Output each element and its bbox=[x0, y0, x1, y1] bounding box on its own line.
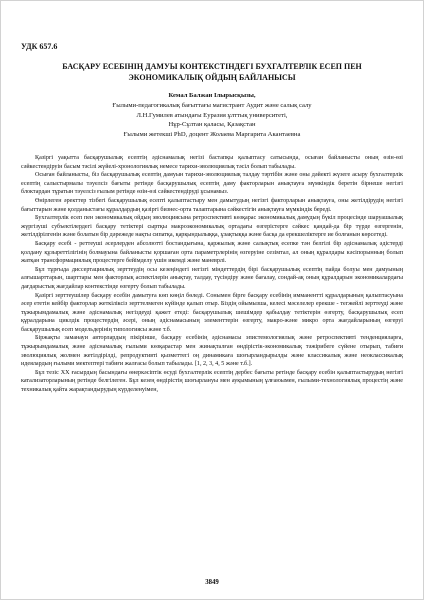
body-paragraph: Қазіргі уақытта басқарушылық есептің әдіснамалық негізі бастапқы қалыптасу сатысында, осыған байланысты оның өзін-өзі сәйкестендіруін басым тәсілі жүйелі-хронологиялық немесе тарихи-эволюциялық тәсіл болып табылады. bbox=[21, 155, 403, 170]
author-affiliation-3: Нұр-Сұлтан қаласы, Қазақстан bbox=[168, 121, 256, 129]
title-line-1: БАСҚАРУ ЕСЕБІНІҢ ДАМУЫ КОНТЕКСТІНДЕГІ БУХГАЛТЕРЛІК ЕСЕП ПЕН bbox=[62, 62, 362, 71]
body-paragraph: Қазіргі зерттеушілер басқару есебін дамытуға көп көңіл бөледі. Сонымен бірге басқару есебінің имманентті құралдарының қалыптасуына әсер ететін кейбір факторлар жеткіліксіз зерттелмеген күйінде қалып отыр. Біздің ойымызша, келесі мәселелер ерекше - тегжейлі зерттеуді және тұжырымдамалық және әдіснамалық негіздеуді қажет етеді: басқарушылық шешімдер қабылдау тетіктерін өзгерту, басқарушылық есеп құралдарына циклдік процестердің әсері, оның әдіснамасының элементтерін өзгерту, макро-және микро орта жағдайларының өзгеруі басқарушылық есеп модельдерінің типологиясы және т.б. bbox=[21, 292, 403, 333]
body-paragraph: Бұл тезіс ХХ ғасырдың басындағы өнеркәсіптік өсуді бухгалтерлік есептің дербес бағыты ретінде басқару есебін қалыптастырудың негізгі катализаторларының ретінде белгілеген. Бұл кезең өндірістің шоғырлануы мен ауқымының ұлғаюымен, ғылыми-технологиялық процестің және техникалық қайта жарақтандырудың күрделенуімен, bbox=[21, 369, 403, 394]
page-number: 3849 bbox=[205, 579, 219, 586]
scientific-supervisor: Ғылыми жетекші PhD, доцент Жолаева Маргарита Акантаевна bbox=[123, 131, 301, 139]
author-affiliation-2: Л.Н.Гумилев атындағы Еуразия ұлттық университеті, bbox=[136, 111, 288, 119]
author-affiliation-1: Ғылыми-педагогикалық бағыттағы магистрант Аудит және салық салу bbox=[112, 101, 312, 109]
author-name: Кемал Балжан Ілырысқызы, bbox=[168, 92, 256, 99]
body-paragraph: Осыған байланысты, біз басқарушылық есептің дамуын тарихи-эволюциялық талдау тәртібін және оны дәйекті жүзеге асыру бухгалтерлік есептің салыстырмалы тәуелсіз бағыты ретінде басқарушылық есептің даму факторларын анықтауға мүмкіндік беретін бірнеше негізгі блоктардан тұратын тәуелсіз ғылым ретінде өзін-өзі сәйкестендіруді ұсынамыз. bbox=[21, 172, 403, 196]
body-paragraph: Өнірлеген әректтер тізбегі басқарушылық есепті қалыптастыру мен дамытудың негізгі факторларын анықтауға, оны жетілдірудің негізгі бағыттарын және қолданыстағы құралдардың қазіргі бизнес-орта талаптарына сәйкестігін анықтауға мүмкіндік береді. bbox=[21, 197, 403, 213]
article-body bbox=[21, 154, 403, 395]
body-paragraph: Бухгалтерлік есеп пен экономикалық ойдың эволюциясына ретроспективті көзқарас экономикалық дамудың бүкіл процесінде шаруашылық жүргізуші субъектілердегі басқару тетіктері сыртқы макроэкономикалық ортадағы өзгерістерге сәйкес қандай-да бір түрде өзгергенін, жетілдірілгенін және болатын бір дәрежеде нақты сипатқа, қарқындылыққа, ұзақтыққа және басқа да ерекшеліктерге ие болғанын көрсетеді. bbox=[21, 215, 403, 239]
udc-code: УДК 657.6 bbox=[21, 42, 58, 51]
author-block bbox=[21, 91, 403, 140]
body-paragraph: Басқару есебі - реттеуші әсерлерден абсолютті бостандығына, қаржылық және салықтық есепке тән белгілі бір әдіснамалық әдістерді қолдану құзыреттілігінің болмауына байланысты қоршаған орта параметрлерінің өзгеруіне сезімтал, ал оның құралдары кәсіпорынның болып жатқан трансформациялық процестерге бейімделу үшін икемді және маневрлі. bbox=[21, 240, 403, 265]
title-line-2: ЭКОНОМИКАЛЫҚ ОЙДЫҢ БАЙЛАНЫСЫ bbox=[128, 73, 296, 82]
article-title bbox=[21, 61, 403, 83]
body-paragraph: Бұл тұрғыда диссертациялық зерттеудің осы кезеңіндегі негізгі міндеттердің бірі басқарушылық есептің пайда болуы мен дамуының алғышарттарын, шарттары мен факторлық аспектілерін анықтау, талдау, түсіндіру және бағалау, сондай-ақ оның құралдарын экономикалардағы дағдарыстық жағдайлар контекстінде өзгерту болып табылады. bbox=[21, 266, 403, 290]
body-paragraph: Біржақты заманауи авторлардың пікірінше, басқару есебінің әдіснамасы эпистемологиялық және ретроспективті тенденцияларға, тұжырымдамалық және әдіснамалық ғылыми көзқарастар мен жинақталған өндірістік-экономикалық тәжірибеге сүйене отырып, табиғи эволюциялық жолмен жетілдірілді, репродуктивті қызметтегі оң динамикаға шоғырландырылды және классикалық және неоклассикалық идеялардың ғылыми мектептері табиғи жалғасы болып табылады. [1, 2, 3, 4, 5 және т.б.]. bbox=[21, 335, 403, 368]
